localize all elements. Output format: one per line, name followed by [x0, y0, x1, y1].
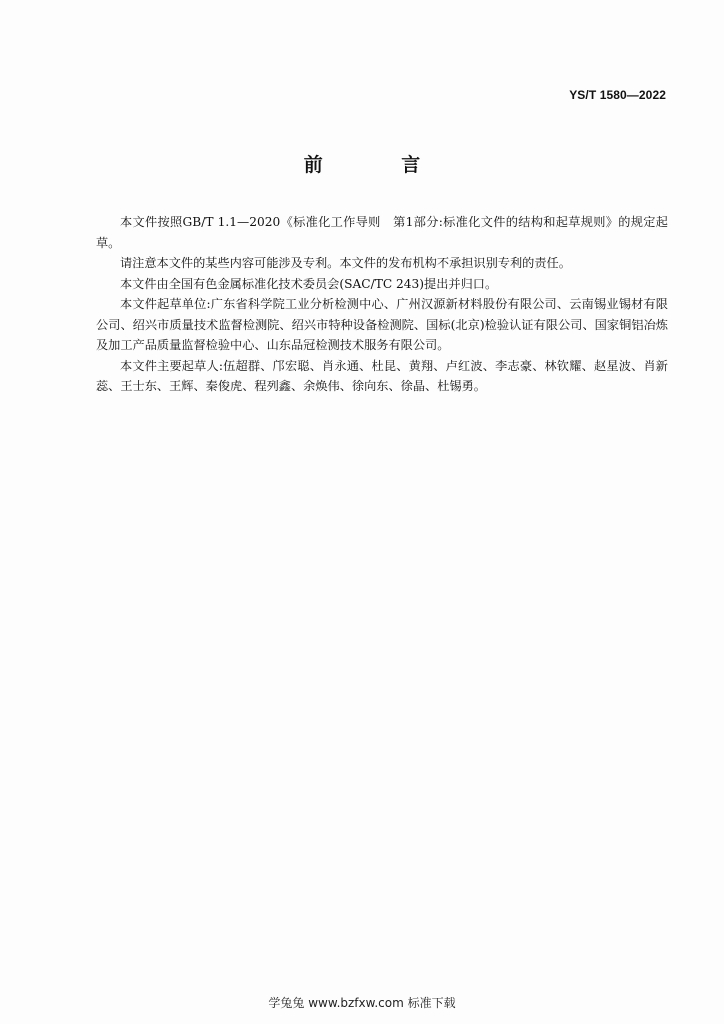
paragraph-patent-notice: 请注意本文件的某些内容可能涉及专利。本文件的发布机构不承担识别专利的责任。: [120, 256, 571, 270]
paragraph-drafting-units: 本文件起草单位:广东省科学院工业分析检测中心、广州汉源新材料股份有限公司、云南锡业锡材有限公司、绍兴市质量技术监督检测院、绍兴市特种设备检测院、国标(北京)检验认证有限公司、国家铜铝冶炼及加工产品质量监督检验中心、山东品冠检测技术服务有限公司。: [96, 297, 668, 352]
paragraph-committee: 本文件由全国有色金属标准化技术委员会(SAC/TC 243)提出并归口。: [120, 276, 498, 291]
paragraph-drafters: 本文件主要起草人:伍超群、邝宏聪、肖永通、杜昆、黄翔、卢红波、李志豪、林钦耀、赵星波、肖新蕊、王士东、王辉、秦俊虎、程列鑫、余焕伟、徐向东、徐晶、杜锡勇。: [96, 358, 668, 393]
section-title: 前 言: [303, 154, 457, 176]
footer-watermark-text: 学兔兔 www.bzfxw.com 标准下载: [268, 996, 456, 1010]
paragraph-drafting-rules: 本文件按照GB/T 1.1—2020《标准化工作导则 第1部分:标准化文件的结构和起草规则》的规定起草。: [96, 215, 668, 250]
document-code: YS/T 1580—2022: [569, 88, 666, 102]
foreword-body: [96, 212, 668, 397]
